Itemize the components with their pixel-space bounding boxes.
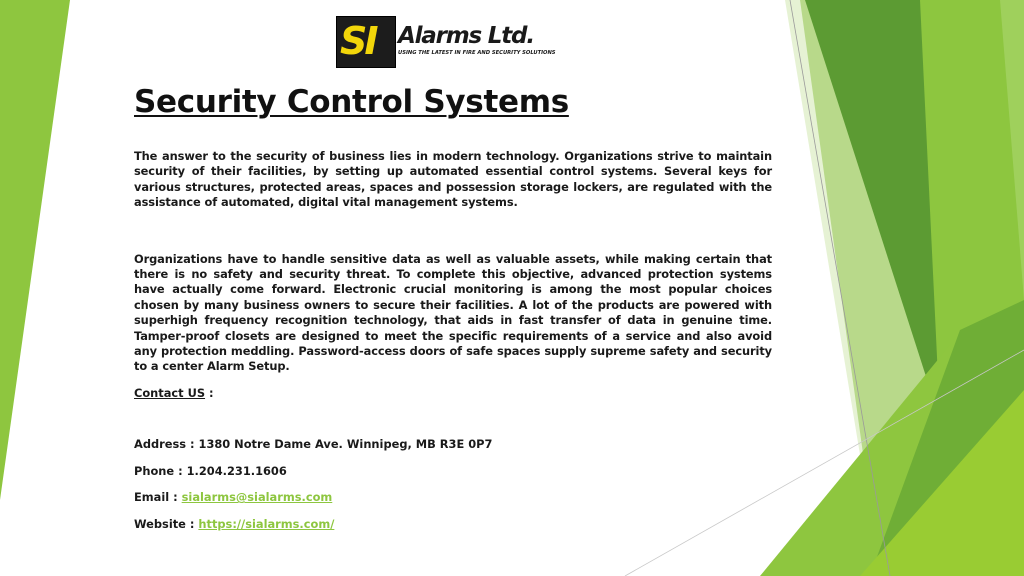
email-link[interactable]: sialarms@sialarms.com <box>181 490 333 505</box>
contact-heading <box>134 386 772 401</box>
details-paragraph: Organizations have to handle sensitive data as well as valuable assets, while making certain that there is no safety and security threat. To complete this objective, advanced protection systems have actually come forward. Electronic crucial monitoring is among the most popular choices chosen by many business owners to secure their facilities. A lot of the products are powered with superhigh frequency recognition technology, that aids in fast transfer of data in genuine time. Tamper-proof closets are designed to meet the specific requirements of a service and also avoid any protection meddling. Password-access doors of safe spaces supply supreme safety and security to a center Alarm Setup. <box>134 251 772 374</box>
contact-us-link[interactable]: Contact US <box>134 385 206 400</box>
phone-value: 1.204.231.1606 <box>186 463 287 478</box>
address-line <box>134 437 772 452</box>
email-line <box>134 490 772 505</box>
website-link[interactable]: https://sialarms.com/ <box>198 516 335 531</box>
website-label: Website : <box>134 516 199 531</box>
slide-content <box>134 82 772 532</box>
left-green-triangle <box>0 0 70 500</box>
logo-mark-text: SI <box>340 19 376 63</box>
email-label: Email : <box>134 490 182 505</box>
website-line <box>134 517 772 532</box>
contact-heading-suffix: : <box>205 385 214 400</box>
logo-mark <box>336 16 396 68</box>
page-title: Security Control Systems <box>134 84 569 120</box>
logo-tagline: USING THE LATEST IN FIRE AND SECURITY SOLUTIONS <box>398 50 556 56</box>
phone-line <box>134 464 772 479</box>
company-logo <box>336 16 576 68</box>
address-value: 1380 Notre Dame Ave. Winnipeg, MB R3E 0P7 <box>198 437 493 452</box>
address-label: Address : <box>134 437 199 452</box>
phone-label: Phone : <box>134 463 187 478</box>
logo-company-name: Alarms Ltd. <box>398 23 534 49</box>
intro-paragraph: The answer to the security of business lies in modern technology. Organizations strive to maintain security of their facilities, by setting up automated essential control systems. Several keys for various structures, protected areas, spaces and possession storage lockers, are regulated with the assistance of automated, digital vital management systems. <box>134 149 772 210</box>
